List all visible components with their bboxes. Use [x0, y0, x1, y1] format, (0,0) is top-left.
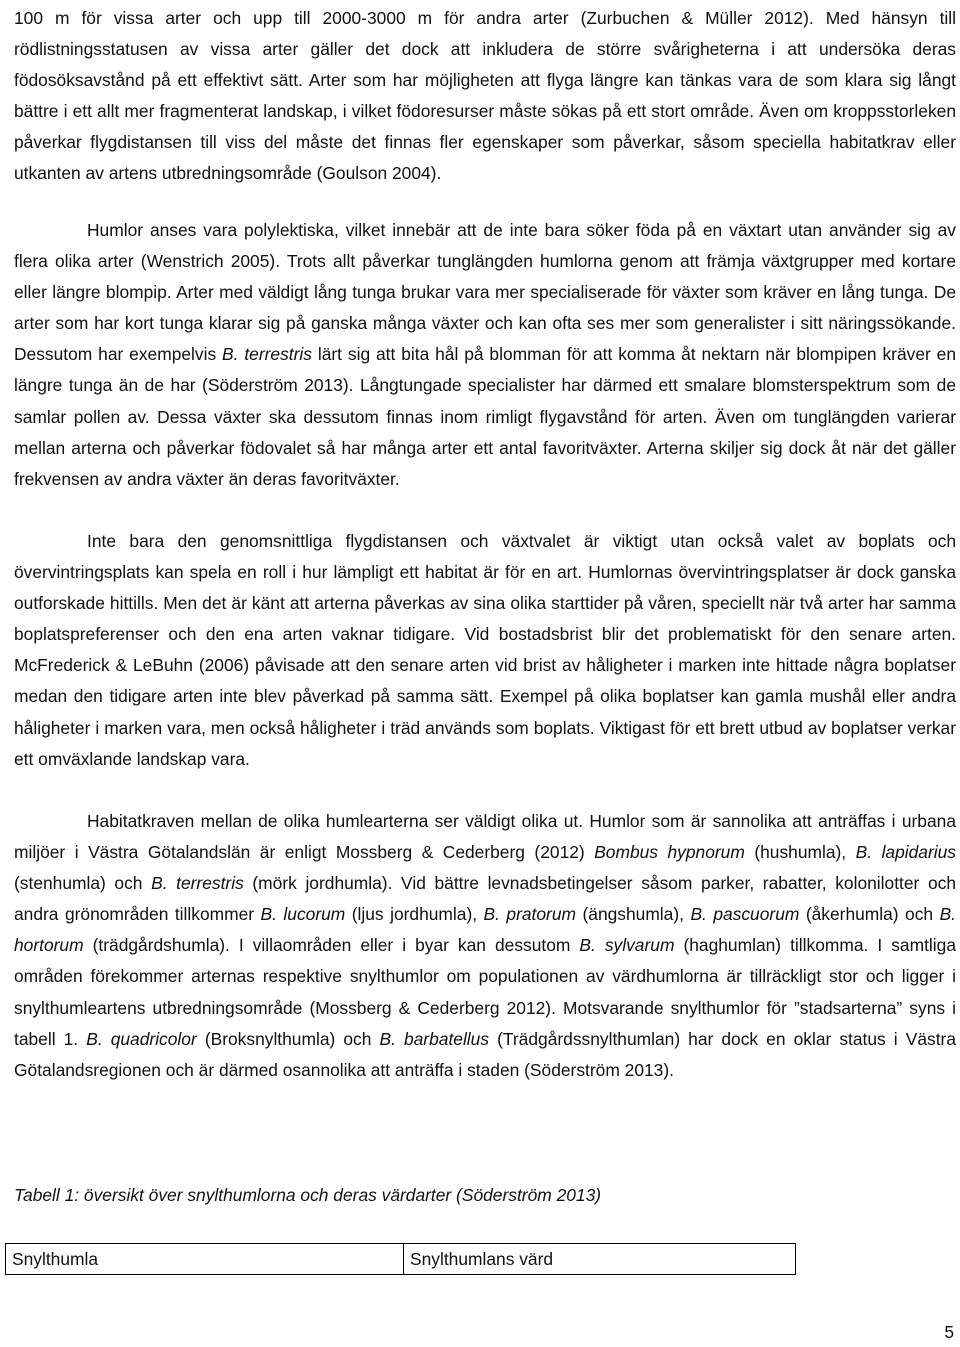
text-run: (ängshumla),	[576, 904, 691, 925]
text-run: (mörk jordhumla). Vid bättre levnadsbetingelser såsom parker, rabatter, kolonilotter och andra grönområden tillkommer	[14, 873, 956, 925]
text-run: (ljus jordhumla),	[345, 904, 484, 925]
species-name: B. quadricolor	[86, 1028, 197, 1049]
table-caption: Tabell 1: översikt över snylthumlorna och deras värdarter (Söderström 2013)	[14, 1185, 602, 1205]
species-name: B. pratorum	[483, 904, 577, 925]
text-run: (Broksnylthumla) och	[196, 1028, 380, 1049]
species-name: Bombus hypnorum	[594, 842, 745, 863]
text-run: Humlor anses vara polylektiska, vilket innebär att de inte bara söker föda på en växtart utan använder sig av flera olika arter (Wenstrich 2005). Trots allt påverkar tunglängden humlorna genom att främja växtgrupper med kortare eller längre blompip. Arter med väldigt lång tunga brukar vara mer specialiserade för växter som kräver en lång tunga. De arter som har kort tunga klarar sig på ganska många växter och kan ofta ses mer som generalister i sitt näringssökande. Dessutom har exempelvis	[14, 220, 956, 365]
text-run: Inte bara den genomsnittliga flygdistansen och växtvalet är viktigt utan också valet av boplats och övervintringsplats kan spela en roll i hur lämpligt ett habitat är för en art. Humlornas övervintringsplatser är dock ganska outforskade hittills. Men det är känt att arterna påverkas av sina olika starttider på våren, speciellt när två arter har samma boplatspreferenser och den ena arten vaknar tidigare. Vid bostadsbrist blir det problematiskt för den senare arten. McFrederick & LeBuhn (2006) påvisade att den senare arten vid brist av håligheter i marken inte hittade några boplatser medan den tidigare arten inte blev påverkad på samma sätt. Exempel på olika boplatser kan gamla mushål eller andra håligheter i marken vara, men också håligheter i träd används som boplats. Viktigast för ett brett utbud av boplatser verkar ett omväxlande landskap vara.	[14, 531, 956, 769]
text-run: (Trädgårdssnylthumlan) har dock en oklar status i Västra Götalandsregionen och är därmed osannolika att anträffa i staden (Söderström 2013).	[14, 1028, 956, 1080]
paragraph-3	[14, 526, 956, 775]
species-name: B. pascuorum	[690, 904, 800, 925]
species-name: B. barbatellus	[379, 1028, 490, 1049]
table-header-row	[6, 1244, 796, 1275]
species-name: B. terrestris	[222, 344, 312, 365]
table-header-snylthumla: Snylthumla	[6, 1244, 404, 1275]
species-name: B. sylvarum	[579, 935, 675, 956]
text-run: (trädgårdshumla). I villaområden eller i byar kan dessutom	[83, 935, 580, 956]
species-name: B. lucorum	[260, 904, 346, 925]
paragraph-4	[14, 806, 956, 1086]
paragraph-2	[14, 215, 956, 495]
species-name: B. terrestris	[151, 873, 244, 894]
page-number: 5	[944, 1322, 954, 1342]
text-run: (åkerhumla) och	[799, 904, 940, 925]
text-run: 100 m för vissa arter och upp till 2000-3000 m för andra arter (Zurbuchen & Müller 2012). Med hänsyn till rödlistningsstatusen av vissa arter gäller det dock att inkludera de större svårigheterna i att undersöka deras födosöksavstånd på ett effektivt sätt. Arter som har möjligheten att flyga längre kan tänkas vara de som klara sig långt bättre i ett allt mer fragmenterat landskap, i vilket födoresurser måste sökas på ett stort område. Även om kroppsstorleken påverkar flygdistansen till viss del måste det finnas fler egenskaper som påverkar, såsom speciella habitatkrav eller utkanten av artens utbredningsområde (Goulson 2004).	[14, 8, 956, 184]
species-name: B. hortorum	[14, 904, 956, 956]
text-run: (hushumla),	[744, 842, 856, 863]
parasite-table	[5, 1243, 796, 1275]
paragraph-1	[14, 3, 956, 190]
text-run: lärt sig att bita hål på blomman för att komma åt nektarn när blompipen kräver en längre tunga än de har (Söderström 2013). Långtungade specialister har därmed ett smalare blomsterspektrum som de samlar pollen av. Dessa växter ska dessutom finnas inom rimligt flygavstånd för arten. Även om tunglängden varierar mellan arterna och påverkar födovalet så har många arter ett antal favoritväxter. Arterna skiljer sig dock åt när det gäller frekvensen av andra växter än deras favoritväxter.	[14, 344, 956, 489]
text-run: (stenhumla) och	[14, 873, 152, 894]
text-run: (haghumlan) tillkomma. I samtliga områden förekommer arternas respektive snylthumlor om populationen av värdhumlorna är tillräckligt stor och ligger i snylthumleartens utbredningsområde (Mossberg & Cederberg 2012). Motsvarande snylthumlor för ”stadsarterna” syns i tabell 1.	[14, 935, 956, 1049]
table-header-vard: Snylthumlans värd	[404, 1244, 796, 1275]
species-name: B. lapidarius	[855, 842, 957, 863]
text-run: Habitatkraven mellan de olika humlearterna ser väldigt olika ut. Humlor som är sannolika att anträffas i urbana miljöer i Västra Götalandslän är enligt Mossberg & Cederberg (2012)	[14, 811, 956, 863]
